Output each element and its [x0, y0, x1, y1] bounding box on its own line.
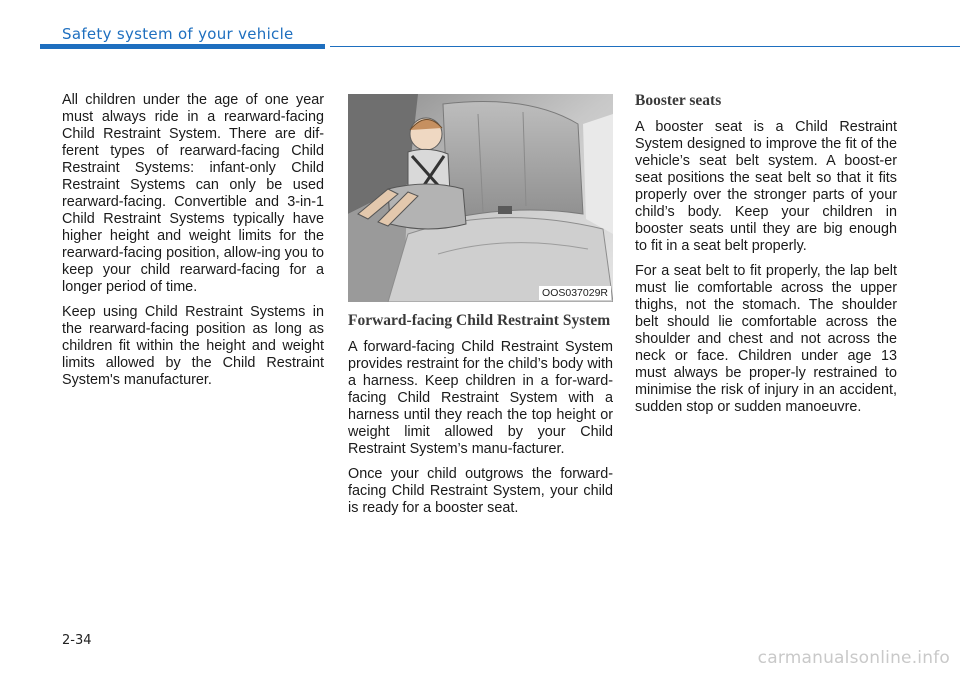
- paragraph: A forward-facing Child Restraint System provides restraint for the child’s body with a harness. Keep children in a for-ward-facing Child Restraint System with a harness until they reach the top height or weight limit allowed by your Child Restraint System’s manu-facturer.: [348, 339, 613, 457]
- middle-column: [348, 94, 613, 525]
- section-heading: Booster seats: [635, 92, 722, 109]
- watermark: carmanualsonline.info: [757, 648, 950, 668]
- page-number: 2-34: [62, 633, 92, 648]
- figure-code: OOS037029R: [539, 286, 611, 300]
- paragraph: Once your child outgrows the forward-facing Child Restraint System, your child is ready for a booster seat.: [348, 466, 613, 516]
- section-title: Safety system of your vehicle: [62, 25, 294, 43]
- right-column: [635, 92, 897, 424]
- paragraph: All children under the age of one year must always ride in a rearward-facing Child Restraint System. There are dif-ferent types of rearward-facing Child Restraint Systems: infant-only Child Restraint Systems can only be used rearward-facing. Convertible and 3-in-1 Child Restraint Systems typically have higher height and weight limits for the rearward-facing position, allow-ing you to keep your child rearward-facing for a longer period of time.: [62, 92, 324, 295]
- figure-child-booster-seat: [348, 94, 613, 302]
- section-heading: Forward-facing Child Restraint System: [348, 312, 611, 329]
- paragraph: For a seat belt to fit properly, the lap belt must lie comfortable across the upper thighs, not the stomach. The shoulder belt should lie comfortable across the shoulder and chest and not across the neck or face. Children under age 13 must always be proper-ly restrained to minimise the risk of injury in an accident, sudden stop or sudden manoeuvre.: [635, 263, 897, 415]
- child-booster-seat-illustration: [348, 94, 613, 302]
- paragraph: Keep using Child Restraint Systems in the rearward-facing position as long as children fit within the height and weight limits allowed by the Child Restraint System's manufacturer.: [62, 304, 324, 388]
- left-column: [62, 92, 324, 397]
- paragraph: A booster seat is a Child Restraint System designed to improve the fit of the vehicle’s seat belt system. A boost-er seat positions the seat belt so that it fits properly over the stronger parts of your child’s body. Keep your children in booster seats until they are big enough to fit in a seat belt properly.: [635, 119, 897, 254]
- header-rule-thick: [40, 44, 325, 49]
- header-rule-thin: [330, 46, 960, 47]
